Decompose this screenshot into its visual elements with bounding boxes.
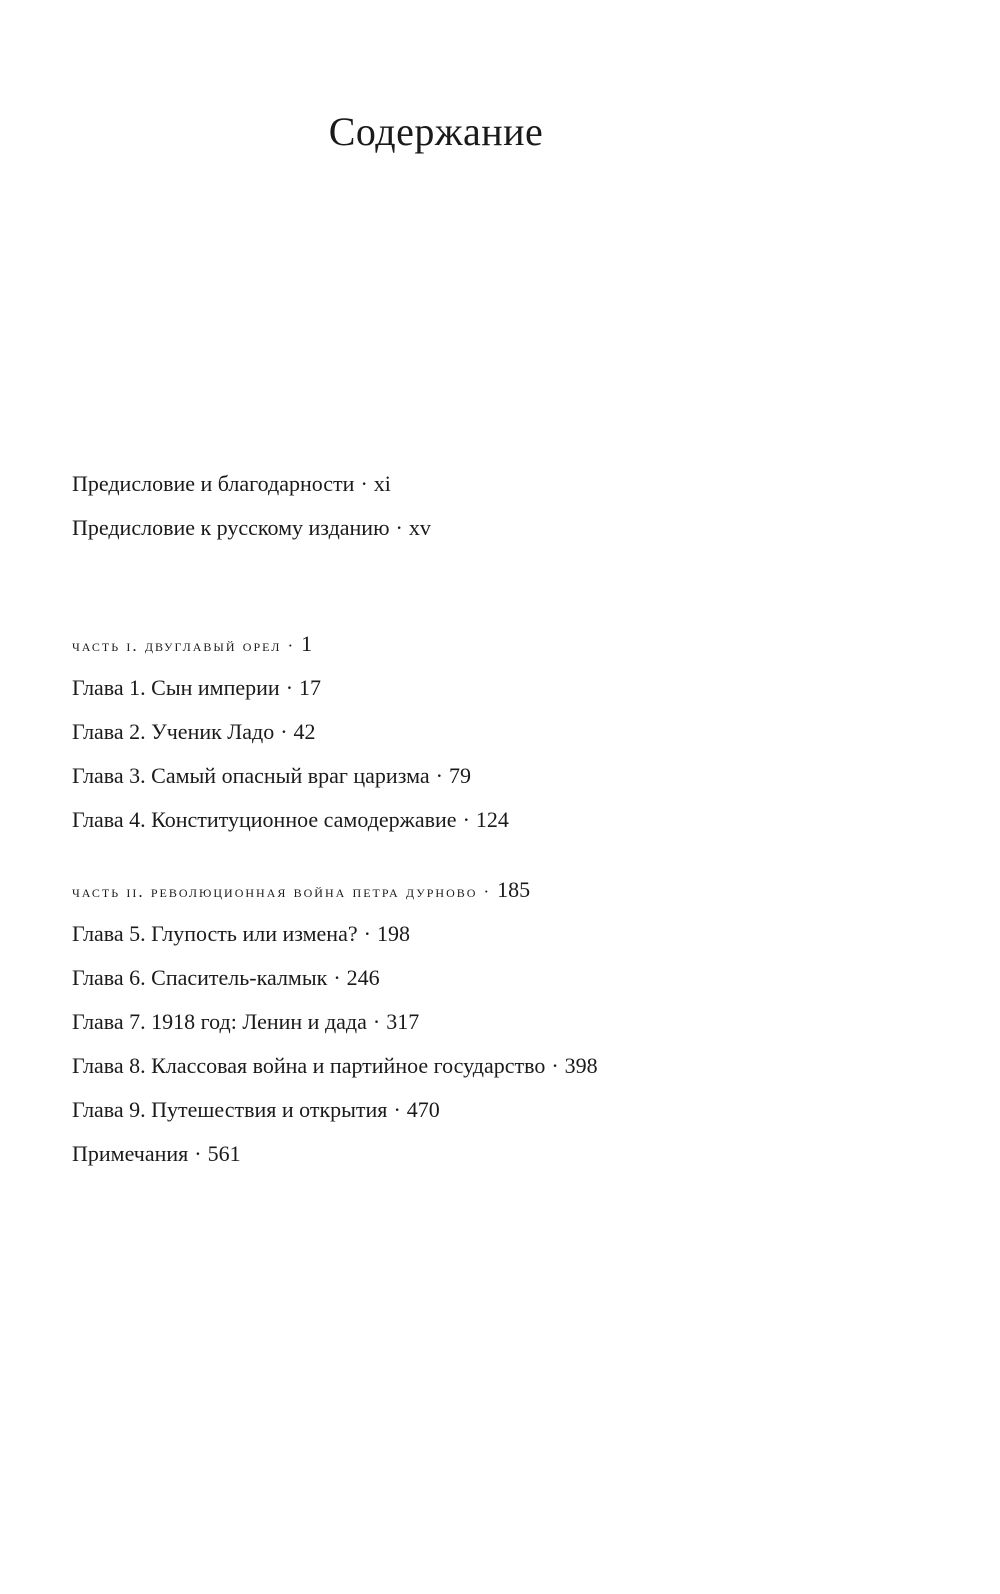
page-number: 198 bbox=[376, 921, 410, 946]
spacer bbox=[72, 842, 932, 868]
entry-title: Глава 1. Сын империи bbox=[72, 675, 280, 700]
separator-dot: · bbox=[363, 921, 371, 946]
separator-dot: · bbox=[551, 1053, 559, 1078]
page-number: xv bbox=[408, 515, 431, 540]
entry-title: Глава 4. Конституционное самодержавие bbox=[72, 807, 457, 832]
page-number: 1 bbox=[301, 631, 313, 656]
page-number: 246 bbox=[346, 965, 380, 990]
separator-dot: · bbox=[287, 636, 296, 655]
toc-entry-chapter-2[interactable] bbox=[72, 710, 932, 754]
entry-title: Предисловие и благодарности bbox=[72, 471, 355, 496]
page-number: 470 bbox=[406, 1097, 440, 1122]
separator-dot: · bbox=[360, 471, 368, 496]
toc-entry-notes[interactable] bbox=[72, 1132, 932, 1176]
separator-dot: · bbox=[393, 1097, 401, 1122]
entry-title: Примечания bbox=[72, 1141, 189, 1166]
separator-dot: · bbox=[194, 1141, 202, 1166]
part-title: часть i. двуглавый орел bbox=[72, 636, 282, 655]
entry-title: Предисловие к русскому изданию bbox=[72, 515, 390, 540]
part-title: часть ii. революционная война петра дурново bbox=[72, 882, 478, 901]
toc-entry-chapter-9[interactable] bbox=[72, 1088, 932, 1132]
toc-entry-chapter-3[interactable] bbox=[72, 754, 932, 798]
toc-entry-chapter-8[interactable] bbox=[72, 1044, 932, 1088]
page-number: 317 bbox=[386, 1009, 420, 1034]
separator-dot: · bbox=[372, 1009, 381, 1034]
page-number: xi bbox=[373, 471, 391, 496]
page-number: 185 bbox=[497, 877, 531, 902]
toc-part-1[interactable] bbox=[72, 622, 932, 666]
page-number: 398 bbox=[564, 1053, 598, 1078]
separator-dot: · bbox=[333, 965, 341, 990]
entry-title: Глава 8. Классовая война и партийное государство bbox=[72, 1053, 546, 1078]
page-number: 17 bbox=[299, 675, 322, 700]
toc-entry-russian-preface[interactable] bbox=[72, 506, 932, 550]
toc-entry-chapter-5[interactable] bbox=[72, 912, 932, 956]
page-number: 561 bbox=[207, 1141, 241, 1166]
page-title: Содержание bbox=[328, 109, 544, 154]
spacer bbox=[72, 550, 932, 622]
separator-dot: · bbox=[462, 807, 470, 832]
toc-entry-preface[interactable] bbox=[72, 462, 932, 506]
entry-title: Глава 2. Ученик Ладо bbox=[72, 719, 275, 744]
separator-dot: · bbox=[280, 719, 288, 744]
separator-dot: · bbox=[435, 763, 443, 788]
separator-dot: · bbox=[395, 515, 403, 540]
entry-title: Глава 3. Самый опасный враг царизма bbox=[72, 763, 430, 788]
separator-dot: · bbox=[483, 882, 492, 901]
page-number: 42 bbox=[293, 719, 316, 744]
page-number: 124 bbox=[475, 807, 509, 832]
entry-title: Глава 9. Путешествия и открытия bbox=[72, 1097, 388, 1122]
entry-title: Глава 5. Глупость или измена? bbox=[72, 921, 358, 946]
toc-entry-chapter-6[interactable] bbox=[72, 956, 932, 1000]
toc-entry-chapter-7[interactable] bbox=[72, 1000, 932, 1044]
page-number: 79 bbox=[448, 763, 471, 788]
entry-title: Глава 6. Спаситель-калмык bbox=[72, 965, 328, 990]
entry-title: Глава 7. 1918 год: Ленин и дада bbox=[72, 1009, 367, 1034]
table-of-contents bbox=[72, 462, 932, 1176]
toc-part-2[interactable] bbox=[72, 868, 932, 912]
toc-entry-chapter-1[interactable] bbox=[72, 666, 932, 710]
toc-entry-chapter-4[interactable] bbox=[72, 798, 932, 842]
separator-dot: · bbox=[285, 675, 294, 700]
